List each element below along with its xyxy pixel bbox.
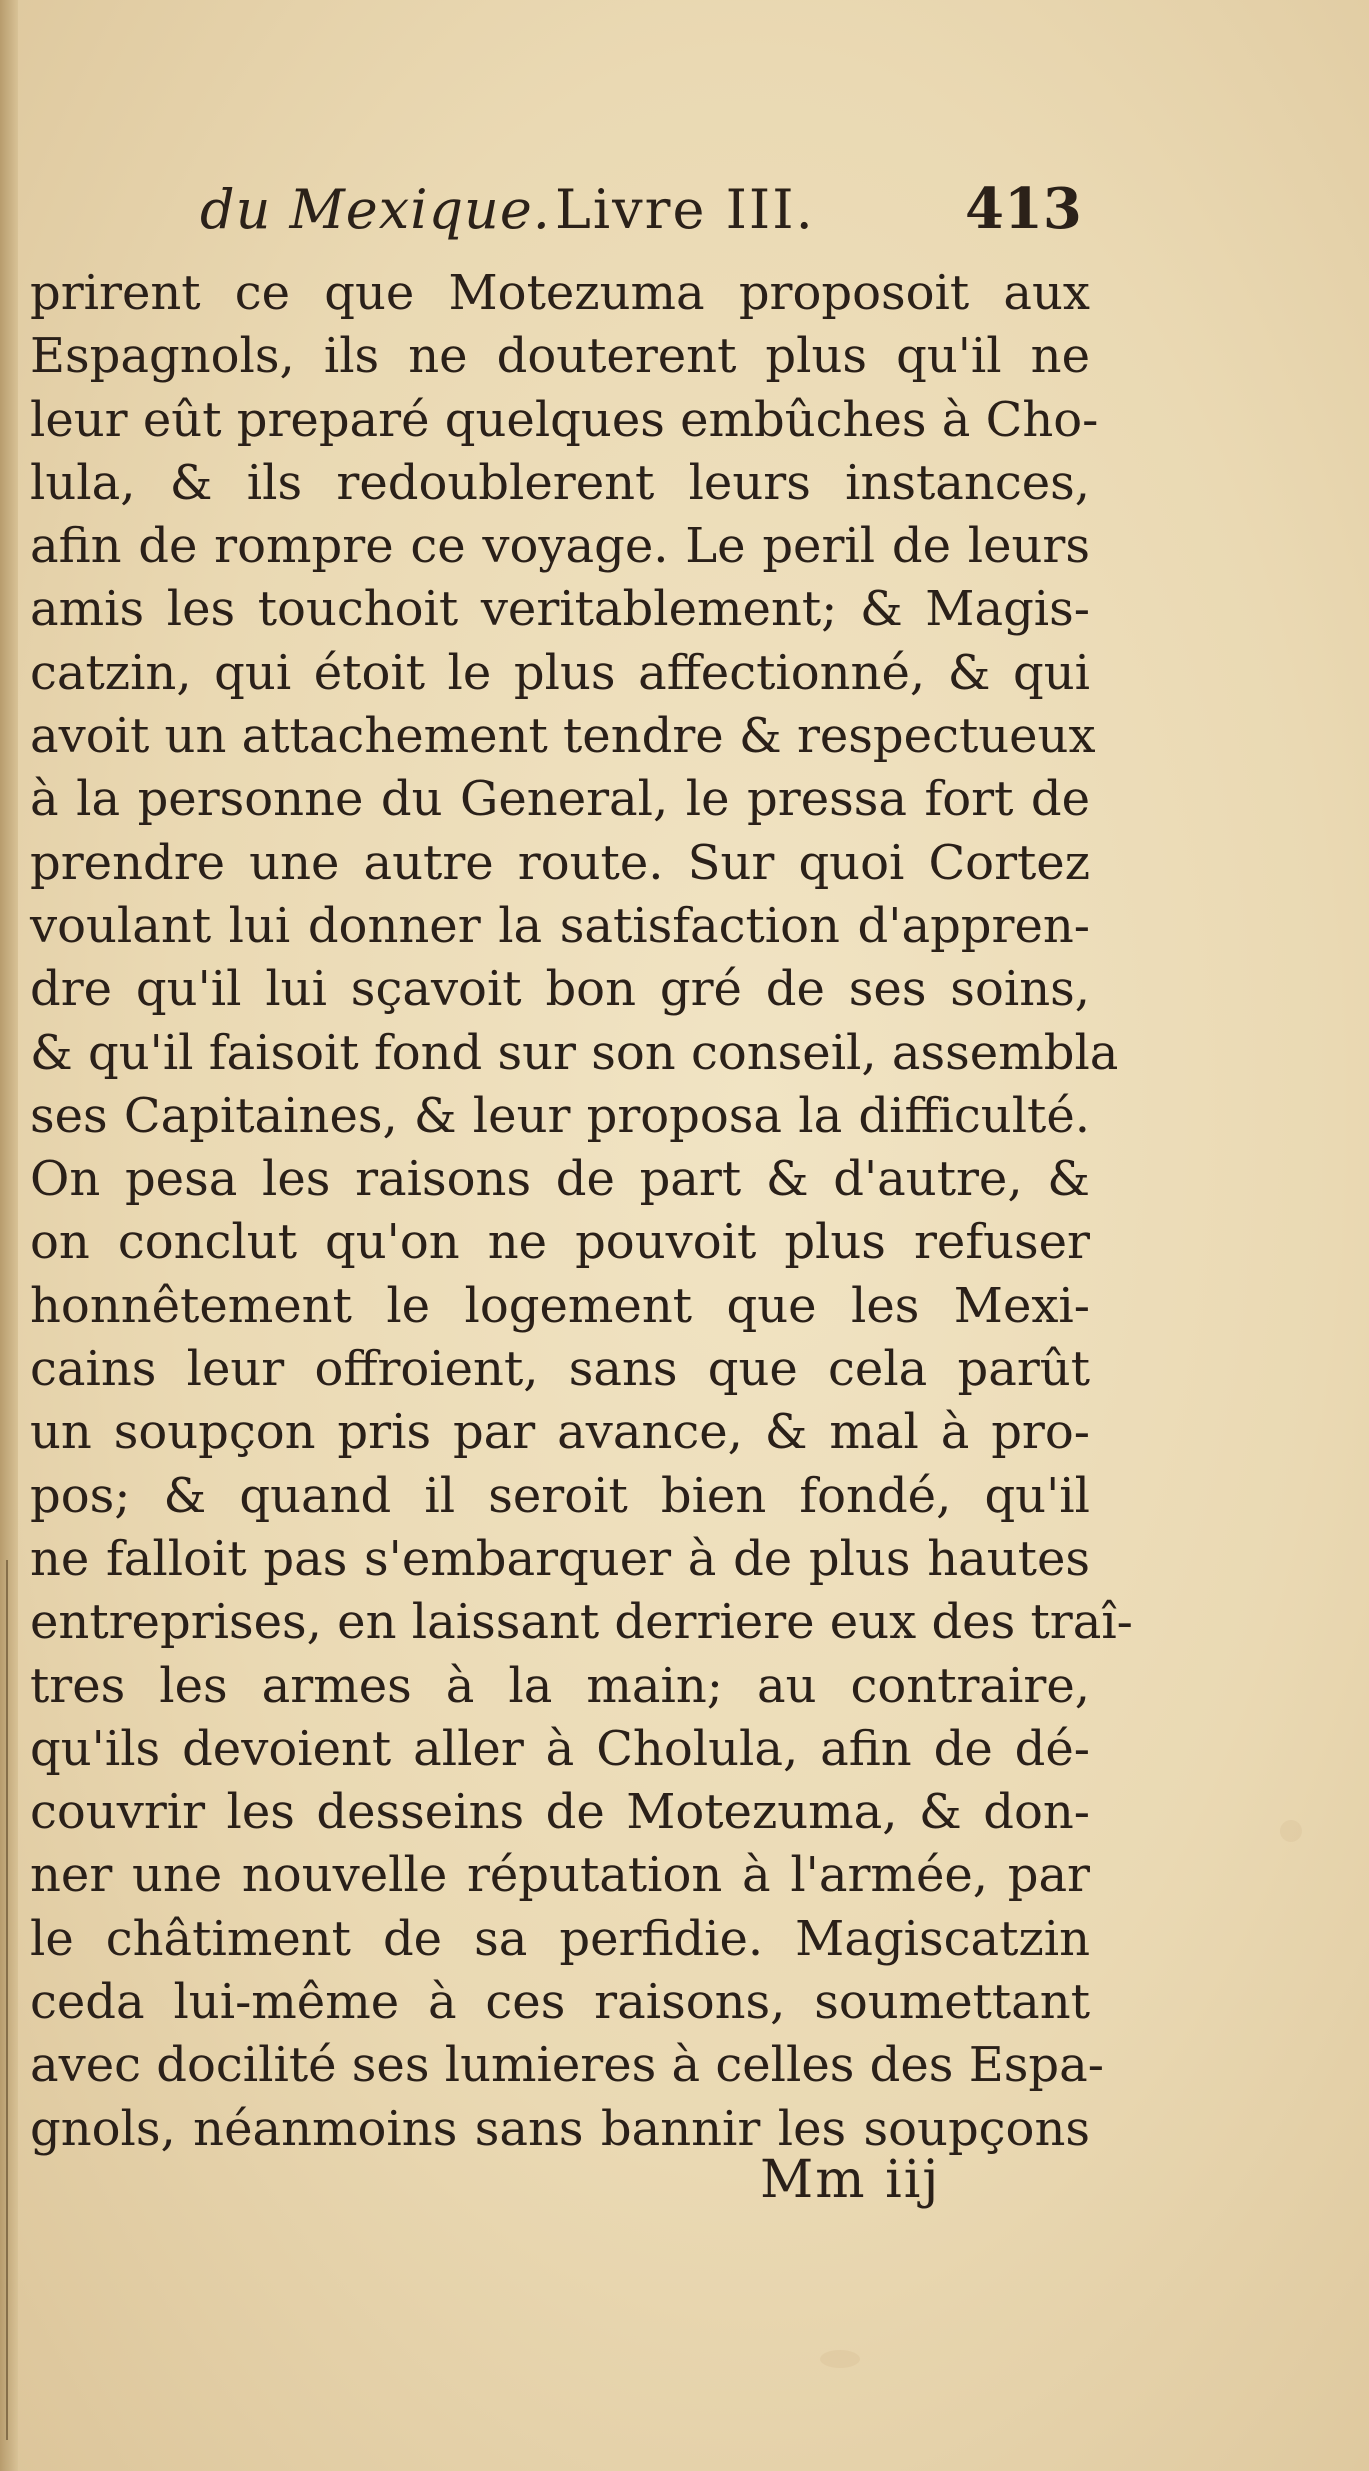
text-line: prirent ce que Motezuma proposoit aux: [30, 265, 1090, 321]
text-line: couvrir les desseins de Motezuma, & don-: [30, 1784, 1090, 1841]
text-line: On pesa les raisons de part & d'autre, &: [30, 1151, 1090, 1208]
page-number: 413: [965, 176, 1082, 242]
text-line: leur eût preparé quelques embûches à Cho-: [30, 391, 1099, 448]
text-line: ses Capitaines, & leur proposa la difficulté.: [30, 1087, 1090, 1144]
signature-mark: Mm iij: [760, 2150, 941, 2210]
text-line: prendre une autre route. Sur quoi Cortez: [30, 834, 1090, 891]
text-line: qu'ils devoient aller à Cholula, afin de dé-: [30, 1720, 1090, 1777]
text-line: ceda lui-même à ces raisons, soumettant: [30, 1974, 1090, 2031]
text-line: pos; & quand il seroit bien fondé, qu'il: [30, 1467, 1090, 1524]
paper-stain: [1280, 1820, 1302, 1842]
text-line: afin de rompre ce voyage. Le peril de leurs: [30, 518, 1090, 575]
page-edge: [0, 0, 18, 2471]
text-line: à la personne du General, le pressa fort de: [30, 771, 1090, 828]
text-line: honnêtement le logement que les Mexi-: [30, 1277, 1090, 1334]
body-text: [30, 262, 1133, 2161]
binding-line: [6, 1560, 8, 2440]
text-line: cains leur offroient, sans que cela parût: [30, 1341, 1090, 1398]
text-line: dre qu'il lui sçavoit bon gré de ses soins,: [30, 961, 1090, 1018]
running-title: du Mexique.: [200, 178, 551, 241]
text-line: entreprises, en laissant derriere eux des traî-: [30, 1594, 1133, 1651]
text-line: amis les touchoit veritablement; & Magis-: [30, 581, 1090, 638]
text-line: le châtiment de sa perfidie. Magiscatzin: [30, 1910, 1090, 1967]
text-line: un soupçon pris par avance, & mal à pro-: [30, 1404, 1090, 1461]
running-header: [200, 178, 1100, 258]
text-line: avec docilité ses lumieres à celles des Espa-: [30, 2037, 1104, 2094]
text-line: lula, & ils redoublerent leurs instances,: [30, 454, 1090, 511]
text-line: on conclut qu'on ne pouvoit plus refuser: [30, 1214, 1090, 1271]
text-line: ne falloit pas s'embarquer à de plus hautes: [30, 1530, 1090, 1587]
text-line: avoit un attachement tendre & respectueux: [30, 708, 1096, 765]
text-line: voulant lui donner la satisfaction d'appren-: [30, 897, 1090, 954]
book-label: Livre III.: [555, 178, 815, 241]
text-line: gnols, néanmoins sans bannir les soupçons: [30, 2100, 1090, 2157]
paper-stain: [820, 2350, 860, 2368]
text-line: Espagnols, ils ne douterent plus qu'il ne: [30, 328, 1090, 385]
text-line: ner une nouvelle réputation à l'armée, par: [30, 1847, 1090, 1904]
text-line: tres les armes à la main; au contraire,: [30, 1657, 1090, 1714]
text-line: catzin, qui étoit le plus affectionné, & qui: [30, 644, 1090, 701]
text-line: & qu'il faisoit fond sur son conseil, assembla: [30, 1024, 1119, 1081]
